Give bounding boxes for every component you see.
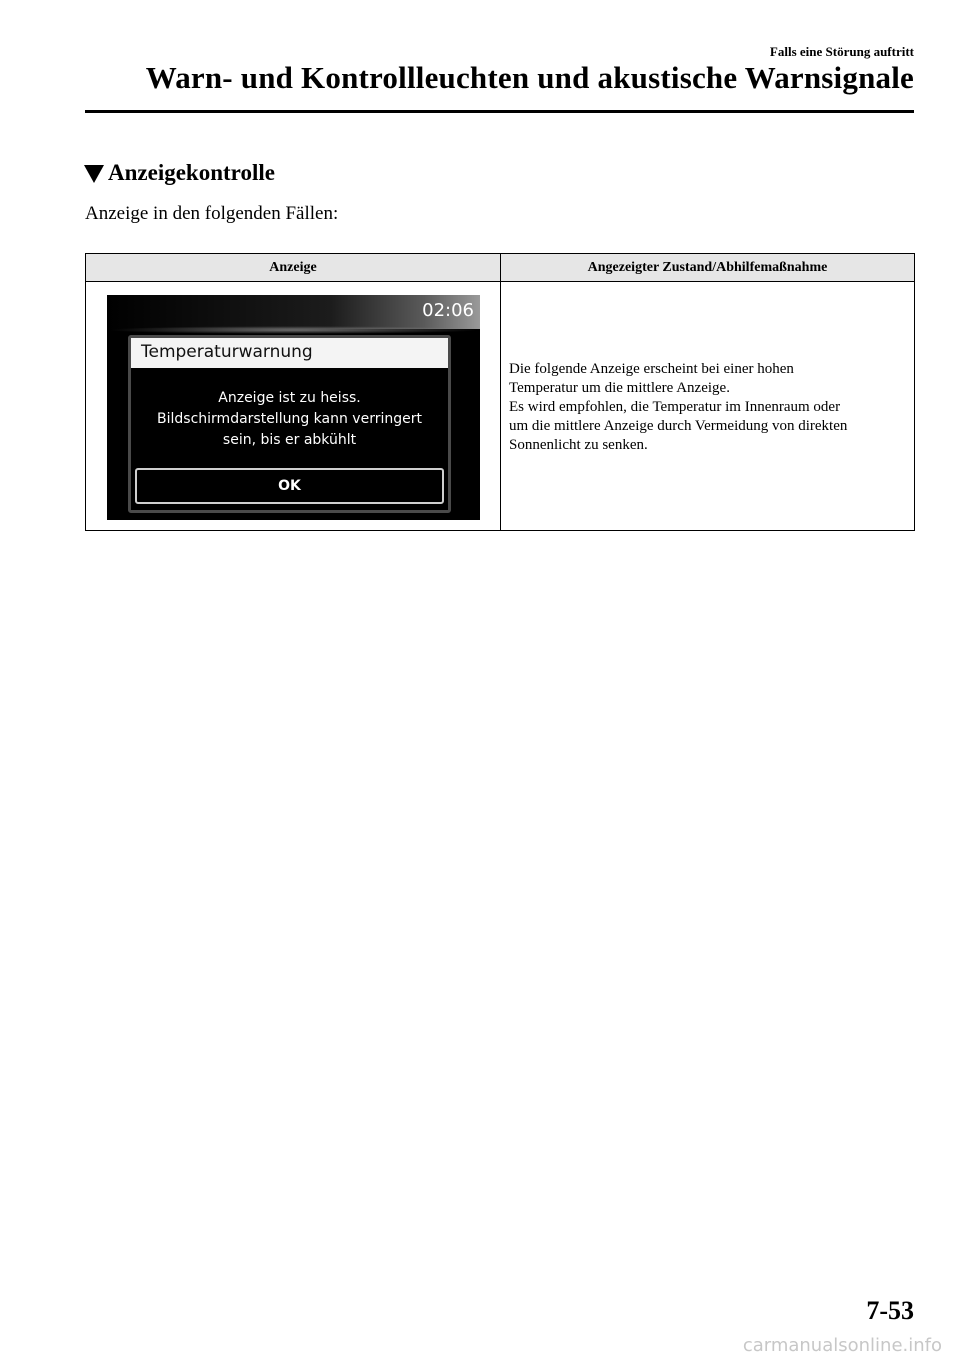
dialog-message-line: sein, bis er abkühlt bbox=[222, 432, 357, 448]
column-divider bbox=[500, 254, 501, 530]
dialog-message bbox=[131, 388, 448, 451]
clock: 02:06 bbox=[422, 300, 474, 321]
description-line: Die folgende Anzeige erscheint bei einer hohen bbox=[509, 361, 794, 377]
watermark: carmanualsonline.info bbox=[742, 1335, 942, 1356]
ok-button[interactable]: OK bbox=[135, 468, 444, 504]
column-header-display: Anzeige bbox=[269, 260, 317, 275]
warning-dialog bbox=[128, 335, 451, 513]
dialog-header bbox=[131, 338, 448, 368]
dialog-title: Temperaturwarnung bbox=[141, 342, 313, 362]
triangle-down-icon bbox=[84, 165, 104, 183]
description-line: Es wird empfohlen, die Temperatur im Innenraum oder bbox=[509, 399, 841, 415]
info-table bbox=[85, 253, 915, 531]
dialog-message-line: Anzeige ist zu heiss. bbox=[218, 390, 361, 406]
description-line: Sonnenlicht zu senken. bbox=[509, 437, 648, 453]
section-heading bbox=[84, 160, 275, 186]
page-number: 7-53 bbox=[866, 1296, 914, 1325]
description-line: um die mittlere Anzeige durch Vermeidung von direkten bbox=[509, 418, 848, 434]
description-line: Temperatur um die mittlere Anzeige. bbox=[509, 380, 730, 396]
condition-description bbox=[509, 360, 909, 455]
chapter-label: Falls eine Störung auftritt bbox=[769, 44, 914, 59]
intro-text: Anzeige in den folgenden Fällen: bbox=[85, 203, 339, 224]
page-title: Warn- und Kontrollleuchten und akustische Warnsignale bbox=[145, 60, 914, 95]
dialog-message-line: Bildschirmdarstellung kann verringert bbox=[157, 411, 422, 427]
header-rule bbox=[85, 110, 914, 113]
section-title: Anzeigekontrolle bbox=[108, 160, 275, 185]
display-screenshot bbox=[107, 295, 480, 520]
column-header-condition: Angezeigter Zustand/Abhilfemaßnahme bbox=[587, 260, 828, 275]
status-bar-glow bbox=[107, 326, 480, 334]
